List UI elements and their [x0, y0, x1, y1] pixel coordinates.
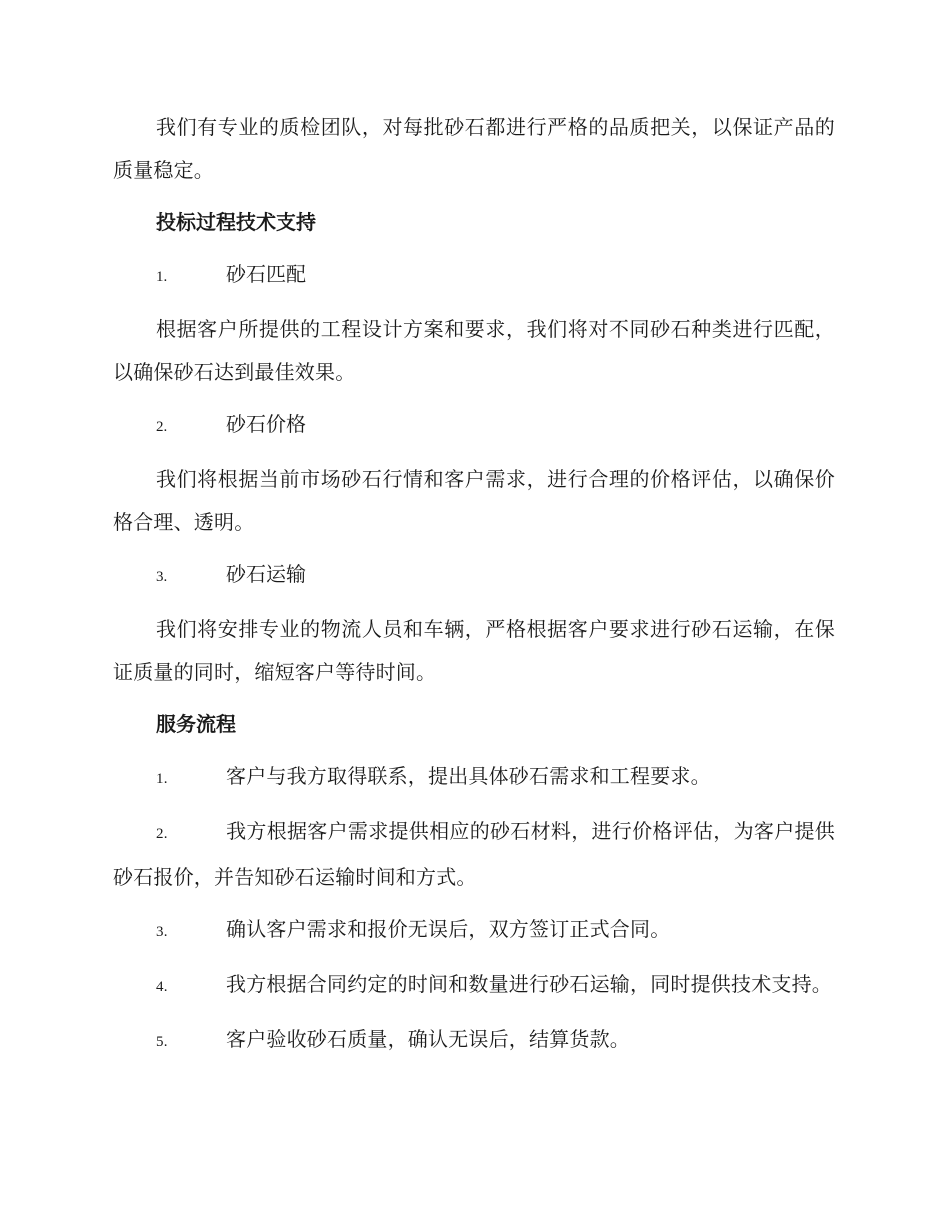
service-step-4: [113, 963, 835, 1009]
service-step-5-text: 客户验收砂石质量，确认无误后，结算货款。: [226, 1027, 630, 1051]
service-step-3: [113, 908, 835, 954]
document-page: [113, 106, 835, 1073]
service-step-1-number: 1.: [156, 771, 168, 787]
service-step-4-text: 我方根据合同约定的时间和数量进行砂石运输，同时提供技术支持。: [226, 972, 832, 996]
tech-item-3-title: [113, 553, 835, 599]
service-step-5: [113, 1018, 835, 1064]
tech-item-1-number: 1.: [156, 269, 168, 285]
service-step-3-number: 3.: [156, 924, 168, 940]
service-step-2: [113, 810, 835, 899]
tech-item-2-title-text: 砂石价格: [226, 412, 306, 436]
tech-item-3-number: 3.: [156, 569, 168, 585]
tech-item-2-number: 2.: [156, 419, 168, 435]
tech-item-2-body: 我们将根据当前市场砂石行情和客户需求，进行合理的价格评估，以确保价格合理、透明。: [113, 467, 835, 534]
section-heading-tech-support: 投标过程技术支持: [156, 210, 316, 234]
service-step-2-text: 我方根据客户需求提供相应的砂石材料，进行价格评估，为客户提供砂石报价，并告知砂石运输时间和方式。: [113, 819, 835, 889]
section-heading-service-flow: 服务流程: [156, 712, 236, 736]
tech-item-1-title-text: 砂石匹配: [226, 262, 306, 286]
intro-paragraph: 我们有专业的质检团队，对每批砂石都进行严格的品质把关，以保证产品的质量稳定。: [113, 115, 835, 182]
tech-item-3-title-text: 砂石运输: [226, 562, 306, 586]
service-step-1: [113, 755, 835, 801]
service-step-3-text: 确认客户需求和报价无误后，双方签订正式合同。: [226, 917, 671, 941]
service-step-5-number: 5.: [156, 1034, 168, 1050]
tech-item-1-title: [113, 253, 835, 299]
service-step-2-number: 2.: [156, 826, 168, 842]
tech-item-1-body: 根据客户所提供的工程设计方案和要求，我们将对不同砂石种类进行匹配，以确保砂石达到最佳效果。: [113, 317, 835, 384]
tech-item-2-title: [113, 403, 835, 449]
tech-item-3-body: 我们将安排专业的物流人员和车辆，严格根据客户要求进行砂石运输，在保证质量的同时，缩短客户等待时间。: [113, 617, 835, 684]
service-step-4-number: 4.: [156, 979, 168, 995]
service-step-1-text: 客户与我方取得联系，提出具体砂石需求和工程要求。: [226, 764, 711, 788]
